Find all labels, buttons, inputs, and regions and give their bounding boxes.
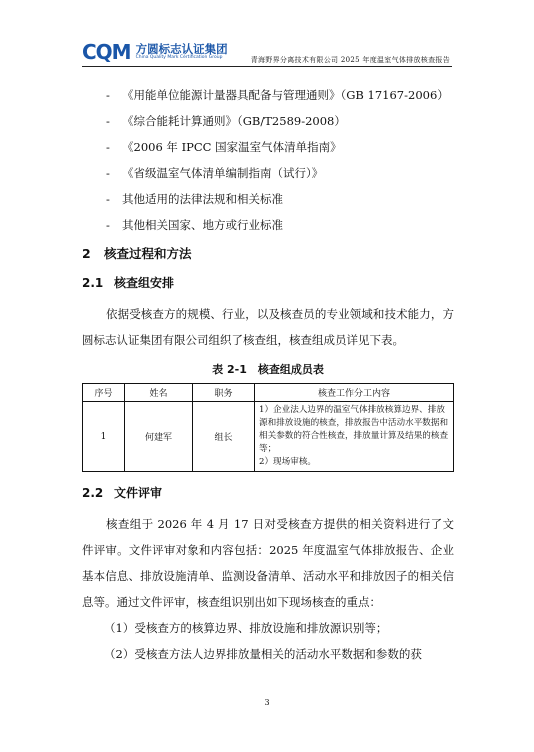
duty-line: 2）现场审核。	[259, 457, 317, 467]
subsection-heading: 2.1 核查组安排	[82, 276, 175, 290]
list-item: （2）受核查方法人边界排放量相关的活动水平数据和参数的获	[104, 647, 422, 661]
header-divider	[82, 66, 452, 67]
table-header-row	[83, 384, 454, 402]
reference-list	[82, 88, 454, 232]
cell-number: 1	[83, 402, 125, 472]
reference-item: - 《2006 年 IPCC 国家温室气体清单指南》	[106, 140, 342, 154]
reference-item: - 《综合能耗计算通则》（GB/T2589-2008）	[106, 114, 346, 128]
duty-line: 1）企业法人边界的温室气体排放核算边界、排放源和排放设施的核查，排放报告中活动水平数据和相关参数的符合性核查，排放量计算及结果的核查等；	[259, 405, 449, 454]
cell-duties	[255, 402, 454, 472]
paragraph: 依据受核查方的规模、行业，以及核查员的专业领域和技术能力，方圆标志认证集团有限公司组织了核查组，核查组成员详见下表。	[82, 307, 454, 347]
cell-role: 组长	[193, 402, 255, 472]
page-header	[0, 0, 534, 70]
column-header: 序号	[83, 384, 125, 402]
section-heading: 2 核查过程和方法	[82, 246, 192, 261]
report-header-title: 青海野界分离技术有限公司 2025 年度温室气体排放核查报告	[250, 56, 450, 64]
table-row	[83, 402, 454, 472]
column-header: 核查工作分工内容	[255, 384, 454, 402]
page-content	[82, 80, 454, 667]
cell-name: 何建军	[125, 402, 193, 472]
table-caption: 表 2-1 核查组成员表	[212, 363, 324, 376]
team-members-table	[82, 383, 454, 472]
logo-mark: CQM	[82, 40, 131, 64]
reference-item: - 其他适用的法律法规和相关标准	[106, 192, 283, 206]
subsection-heading: 2.2 文件评审	[82, 486, 163, 500]
column-header: 职务	[193, 384, 255, 402]
page-number: 3	[264, 698, 270, 707]
company-logo	[82, 40, 228, 64]
list-item: （1）受核查方的核算边界、排放设施和排放源识别等；	[104, 621, 388, 635]
reference-item: - 《用能单位能源计量器具配备与管理通则》（GB 17167-2006）	[106, 88, 449, 102]
logo-english-name: China Quality Mark Certification Group	[135, 55, 223, 60]
reference-item: - 其他相关国家、地方或行业标准	[106, 218, 283, 232]
paragraph: 核查组于 2026 年 4 月 17 日对受核查方提供的相关资料进行了文件评审。文件评审对象和内容包括：2025 年度温室气体排放报告、企业基本信息、排放设施清单、监测设备清单、活动水平和排放因子的相关信息等。通过文件评审，核查组识别出如下现场核查的重点：	[82, 517, 454, 609]
column-header: 姓名	[125, 384, 193, 402]
logo-chinese-name: 方圆标志认证集团	[135, 41, 228, 56]
reference-item: - 《省级温室气体清单编制指南（试行）》	[106, 166, 324, 180]
